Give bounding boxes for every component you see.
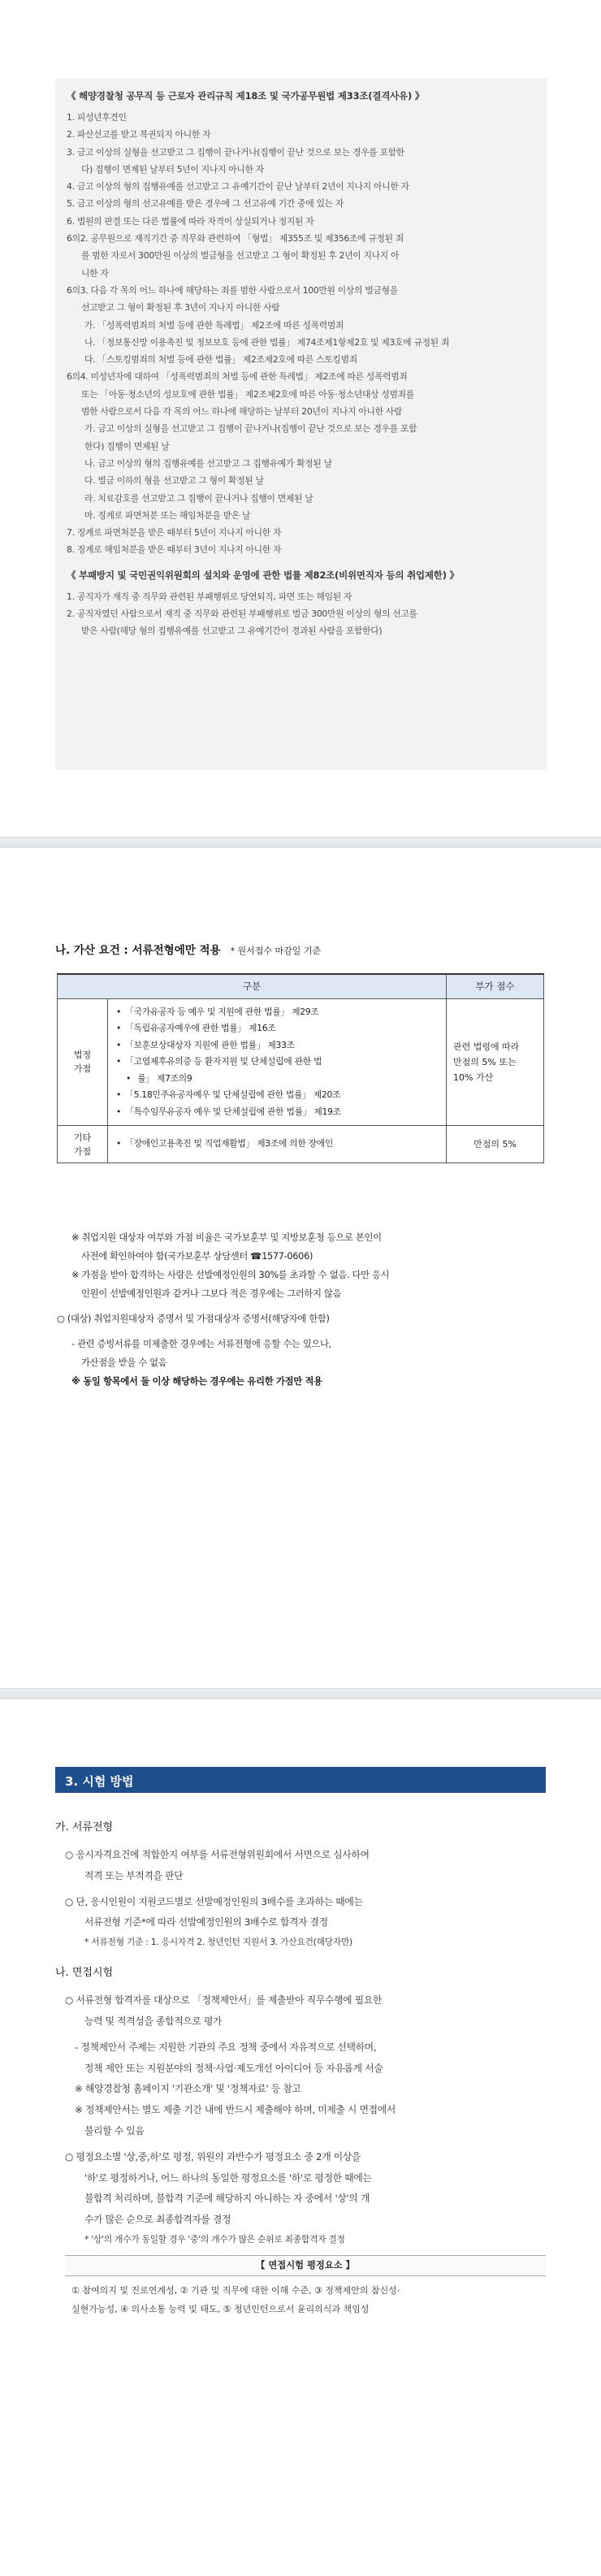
- rule-line: 8. 징계로 해임처분을 받은 때부터 3년이 지나지 아니한 자: [67, 544, 282, 556]
- interview-line: '하'로 평정하거나, 어느 하나의 동일한 평정요소를 '하'로 평정한 때에는: [84, 2171, 372, 2184]
- bonus-note: 사전에 확인하여야 함(국가보훈부 상담센터 ☎1577-0606): [81, 1251, 313, 1262]
- other-law-cell: [108, 1126, 447, 1163]
- rule-line: 다) 집행이 면제된 날부터 5년이 지나지 아니한 자: [81, 163, 264, 175]
- legal-points: [447, 998, 544, 1126]
- rule-line: 니한 자: [81, 267, 109, 279]
- page-separator: [0, 837, 601, 848]
- rule-line: 4. 금고 이상의 형의 집행유예를 선고받고 그 유예기간이 끝난 날부터 2년이 지나지 아니한 자: [67, 181, 409, 193]
- document-screening-heading: 가. 서류전형: [55, 1821, 114, 1834]
- law-item: • 「독립유공자예우에 관한 법률」 제16조: [116, 1020, 439, 1037]
- bonus-note: ※ 취업지원 대상자 여부와 가점 비율은 국가보훈부 및 지방보훈청 등으로 본인이: [71, 1232, 382, 1243]
- disqualification-box: [55, 78, 547, 770]
- rule-line: 2. 파산선고를 받고 복권되지 아니한 자: [67, 129, 211, 141]
- interview-line: * '상'의 개수가 동일할 경우 '중'의 개수가 많은 순위로 최종합격자 결정: [84, 2233, 345, 2245]
- rule-line: 나. 「정보통신망 이용촉진 및 정보보호 등에 관한 법률」 제74조제1항제2호 및 제3호에 규정된 죄: [84, 336, 450, 348]
- interview-line: ○ 서류전형 합격자를 대상으로 「정책제안서」를 제출받아 직무수행에 필요한: [65, 1994, 383, 2007]
- bonus-note: 인원이 선발예정인원과 같거나 그보다 적은 경우에는 그러하지 않음: [81, 1288, 342, 1299]
- anti-corruption-list: [67, 588, 535, 640]
- document-screening-line: 서류전형 기준*에 따라 선발예정인원의 3배수로 합격자 결정: [84, 1916, 328, 1929]
- interview-content: [55, 1990, 546, 2249]
- rule-line: 가. 「성폭력범죄의 처벌 등에 관한 특례법」 제2조에 따른 성폭력범죄: [84, 319, 344, 331]
- rule-line: 한다) 집행이 면제된 날: [84, 440, 170, 452]
- bonus-note: ○ (대상) 취업지원대상자 증명서 및 가점대상자 증명서(해당자에 한함): [57, 1314, 330, 1324]
- bonus-notes: [57, 1228, 544, 1391]
- law-item: • 「고엽제후유의증 등 환자지원 및 단체설립에 관한 법: [116, 1054, 439, 1071]
- rule-line: 나. 금고 이상의 형의 집행유예를 선고받고 그 집행유예가 확정된 날: [84, 457, 332, 469]
- document-screening-line: ○ 응시자격요건에 적합한지 여부를 서류전형위원회에서 서면으로 심사하여: [65, 1849, 370, 1860]
- rule-line: 1. 공직자가 재직 중 직무와 관련된 부패행위로 당연퇴직, 파면 또는 해임된 자: [67, 591, 352, 602]
- other-label-2: 가점: [73, 1145, 92, 1157]
- interview-line: 불합격 처리하며, 불합격 기준에 해당하지 아니하는 자 중에서 '상'의 개: [84, 2193, 370, 2205]
- bonus-note: ※ 가점을 받아 합격하는 사람은 선발예정인원의 30%를 초과할 수 없음. 다만 응시: [71, 1270, 390, 1280]
- exam-body: [55, 1811, 546, 2323]
- interview-line: ○ 평정요소별 '상,중,하'로 평정, 위원의 과반수가 평정요소 중 2개 이상을: [65, 2150, 361, 2163]
- legal-points-line: 10% 가산: [453, 1072, 494, 1083]
- interview-line: 능력 및 적격성을 종합적으로 평가: [84, 2015, 223, 2027]
- exam-section-title: 3. 시험 방법: [55, 1767, 546, 1793]
- interview-line: - 정책제안서 주제는 지원한 기관의 주요 정책 중에서 자유적으로 선택하며,: [75, 2041, 377, 2053]
- rule-line: 3. 금고 이상의 실형을 선고받고 그 집행이 끝나거나(집행이 끝난 것으로 보는 경우를 포함한: [67, 146, 404, 158]
- header-points: 부가 점수: [447, 974, 544, 998]
- document-screening-line: 적격 또는 부적격을 판단: [84, 1869, 184, 1881]
- other-points: 만점의 5%: [447, 1126, 544, 1163]
- rule-line: 를 범한 자로서 300만원 이상의 벌금형을 선고받고 그 형이 확정된 후 2년이 지나지 아: [81, 250, 400, 262]
- table-row-other: [58, 1126, 544, 1163]
- legal-points-line: 만점의 5% 또는: [453, 1056, 517, 1067]
- rule-line: 받은 사람(해당 형의 집행유예를 선고받고 그 유예기간이 경과된 사람을 포함한다): [81, 626, 383, 637]
- other-law: • 「장애인고용촉진 및 직업재활법」 제3조에 의한 장애인: [116, 1136, 439, 1153]
- bonus-note: - 관련 증빙서류를 미제출한 경우에는 서류전형에 응할 수는 있으나,: [71, 1339, 331, 1349]
- table-row-legal: [58, 998, 544, 1126]
- other-label-1: 기타: [73, 1132, 92, 1143]
- legal-label-2: 가점: [73, 1063, 92, 1075]
- bonus-heading: [55, 941, 321, 957]
- bonus-table: [57, 973, 544, 1163]
- exam-section: [0, 1702, 601, 2576]
- evaluation-line: ① 참여의지 및 진로연계성, ② 기관 및 직무에 대한 이해 수준, ③ 정책제안의 참신성·: [71, 2284, 400, 2296]
- interview-line: 수가 많은 순으로 최종합격자를 결정: [84, 2214, 231, 2226]
- page-separator: [0, 1688, 601, 1699]
- rule-line: 다. 「스토킹범죄의 처벌 등에 관한 법률」 제2조제2호에 따른 스토킹범죄: [84, 354, 357, 366]
- evaluation-box: [65, 2255, 546, 2323]
- rule-line: 7. 징계로 파면처분을 받은 때부터 5년이 지나지 아니한 자: [67, 527, 282, 539]
- header-category: 구분: [58, 974, 447, 998]
- bonus-heading-text: 나. 가산 요건 : 서류전형에만 적용: [55, 944, 221, 957]
- legal-label-1: 법정: [73, 1050, 92, 1061]
- other-category: [58, 1126, 108, 1163]
- bonus-note: ※ 동일 항목에서 둘 이상 해당하는 경우에는 유리한 가점만 적용: [71, 1376, 322, 1387]
- rule-line: 1. 피성년후견인: [67, 112, 127, 123]
- rule-line: 2. 공직자였던 사람으로서 재직 중 직무와 관련된 부패행위로 벌금 300만원 이상의 형의 선고를: [67, 608, 417, 620]
- evaluation-title: 【 면접시험 평정요소 】: [65, 2255, 546, 2276]
- disqualification-section: [0, 0, 601, 837]
- document-screening-line: ○ 단, 응시인원이 지원코드별로 선발예정인원의 3배수를 초과하는 때에는: [65, 1895, 363, 1907]
- rule-line: 다. 벌금 이하의 형을 선고받고 그 형이 확정된 날: [84, 475, 264, 487]
- rule-line: 6의2. 공무원으로 재직기간 중 직무와 관련하여 「형법」 제355조 및 제356조에 규정된 죄: [67, 233, 404, 245]
- document-screening-line: * 서류전형 기준 : 1. 응시자격 2. 청년인턴 지원서 3. 가산요건(해당자만): [84, 1937, 352, 1948]
- interview-line: ※ 해양경찰청 홈페이지 '기관소개' 및 '정책자료' 등 참고: [75, 2083, 301, 2095]
- legal-points-line: 관련 법령에 따라: [453, 1041, 520, 1052]
- legal-category: [58, 998, 108, 1126]
- interview-heading: 나. 면접시험: [55, 1967, 114, 1980]
- law-item: • 「국가유공자 등 예우 및 지원에 관한 법률」 제29조: [116, 1004, 439, 1021]
- evaluation-items: [65, 2276, 546, 2323]
- rule-line: 마. 징계로 파면처분 또는 해임처분을 받은 날: [84, 509, 251, 521]
- rule-line: 6의4. 미성년자에 대하여 「성폭력범죄의 처벌 등에 관한 특례법」 제2조에 따른 성폭력범죄: [67, 371, 408, 383]
- bonus-table-header: [58, 974, 544, 998]
- bonus-note: 가산점을 받을 수 없음: [81, 1357, 167, 1368]
- law-item: • 률」 제7조의9: [116, 1071, 439, 1088]
- disqualification-title: 《 해양경찰청 공무직 등 근로자 관리규칙 제18조 및 국가공무원법 제33조(결격사유) 》: [67, 90, 425, 102]
- interview-line: 불리할 수 있음: [84, 2124, 145, 2137]
- interview-line: ※ 정책제안서는 별도 제출 기간 내에 반드시 제출해야 하며, 미제출 시 면접에서: [75, 2104, 396, 2116]
- rule-line: 5. 금고 이상의 형의 선고유예를 받은 경우에 그 선고유예 기간 중에 있는 자: [67, 198, 344, 210]
- anti-corruption-title: 《 부패방지 및 국민권익위원회의 설치와 운영에 관한 법률 제82조(비위면직자 등의 취업제한) 》: [67, 569, 459, 581]
- legal-laws: [108, 998, 447, 1126]
- law-item: • 「보훈보상대상자 지원에 관한 법률」 제33조: [116, 1037, 439, 1054]
- bonus-section: [0, 853, 601, 1673]
- rule-line: 범한 사람으로서 다음 각 목의 어느 하나에 해당하는 날부터 20년이 지나지 아니한 사람: [81, 406, 403, 418]
- rule-line: 또는 「아동·청소년의 성보호에 관한 법률」 제2조제2호에 따른 아동·청소년대상 성범죄를: [81, 388, 414, 400]
- evaluation-line: 실현가능성, ④ 의사소통 능력 및 태도, ⑤ 청년인턴으로서 윤리의식과 책임성: [71, 2303, 370, 2314]
- rule-line: 선고받고 그 형이 확정된 후 3년이 지나지 아니한 사람: [81, 302, 280, 314]
- disqualification-list: [67, 109, 535, 559]
- rule-line: 6. 법원의 판결 또는 다른 법률에 따라 자격이 상실되거나 정지된 자: [67, 215, 314, 227]
- interview-line: 정책 제안 또는 지원분야의 정책·사업·제도개선 아이디어 등 자유롭게 서술: [84, 2062, 383, 2074]
- law-item: • 「5.18민주유공자예우 및 단체설립에 관한 법률」 제20조: [116, 1087, 439, 1104]
- document-screening-content: [55, 1845, 546, 1951]
- rule-line: 6의3. 다음 각 목의 어느 하나에 해당하는 죄를 범한 사람으로서 100만원 이상의 벌금형을: [67, 284, 398, 296]
- law-item: • 「특수임무유공자 예우 및 단체설립에 관한 법률」 제19조: [116, 1104, 439, 1121]
- rule-line: 가. 금고 이상의 실형을 선고받고 그 집행이 끝나거나(집행이 끝난 것으로 보는 경우를 포함: [84, 423, 417, 435]
- rule-line: 라. 치료감호를 선고받고 그 집행이 끝나거나 집행이 면제된 날: [84, 492, 313, 504]
- bonus-heading-note: * 원서접수 마감일 기준: [230, 946, 322, 956]
